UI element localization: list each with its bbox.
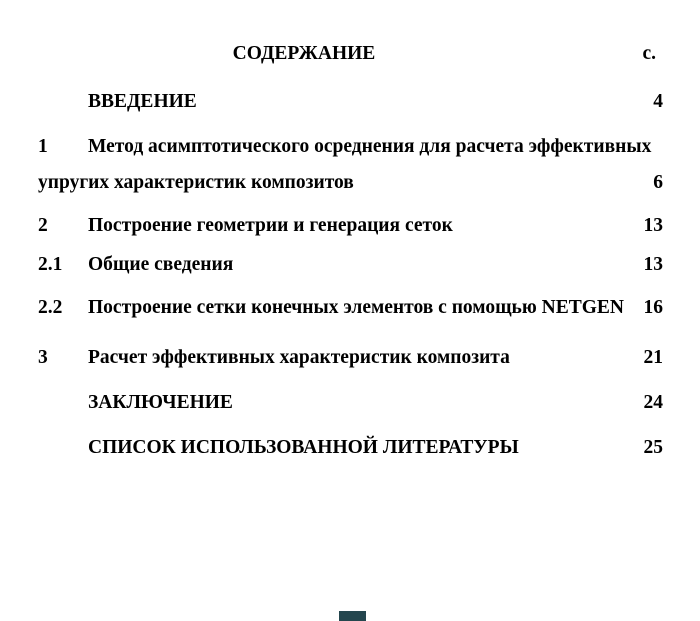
toc-row-section-2-1 [38,252,663,278]
toc-row-section-3 [38,345,663,371]
toc-entry-title: Расчет эффективных характеристик композита [88,347,510,368]
toc-entry-title: ВВЕДЕНИЕ [88,91,197,112]
toc-entry-title: Построение сетки конечных элементов с помощью NETGEN [88,297,624,318]
page-column-label: с. [642,43,656,64]
toc-row-conclusion [38,390,663,416]
toc-entry-page: 6 [653,172,663,193]
toc-entry-page: 16 [643,297,663,318]
page-title: СОДЕРЖАНИЕ [232,43,376,64]
toc-entry-number: 2.1 [38,254,63,275]
toc-entry-title-continuation: упругих характеристик композитов [38,172,354,193]
toc-heading-row [38,41,663,67]
toc-entry-title: СПИСОК ИСПОЛЬЗОВАННОЙ ЛИТЕРАТУРЫ [88,437,519,458]
toc-entry-number: 1 [38,136,48,157]
toc-entry-page: 25 [643,437,663,458]
toc-entry-number: 2.2 [38,297,63,318]
toc-entry-title: ЗАКЛЮЧЕНИЕ [88,392,233,413]
toc-row-references [38,435,663,461]
toc-row-section-2 [38,213,663,239]
toc-entry-page: 24 [643,392,663,413]
toc-row-introduction [38,89,663,115]
toc-entry-page: 21 [643,347,663,368]
toc-entry-title: Метод асимптотического осреднения для расчета эффективных [88,136,652,157]
toc-entry-title: Построение геометрии и генерация сеток [88,215,453,236]
toc-row-section-1-line-2 [38,170,663,196]
toc-entry-title: Общие сведения [88,254,234,275]
toc-row-section-2-2 [38,295,663,321]
footer-mark [339,611,366,621]
toc-entry-page: 13 [643,215,663,236]
toc-row-section-1-line-1 [38,134,663,160]
toc-entry-page: 13 [643,254,663,275]
toc-entry-number: 3 [38,347,48,368]
toc-entry-page: 4 [653,91,663,112]
toc-entry-number: 2 [38,215,48,236]
